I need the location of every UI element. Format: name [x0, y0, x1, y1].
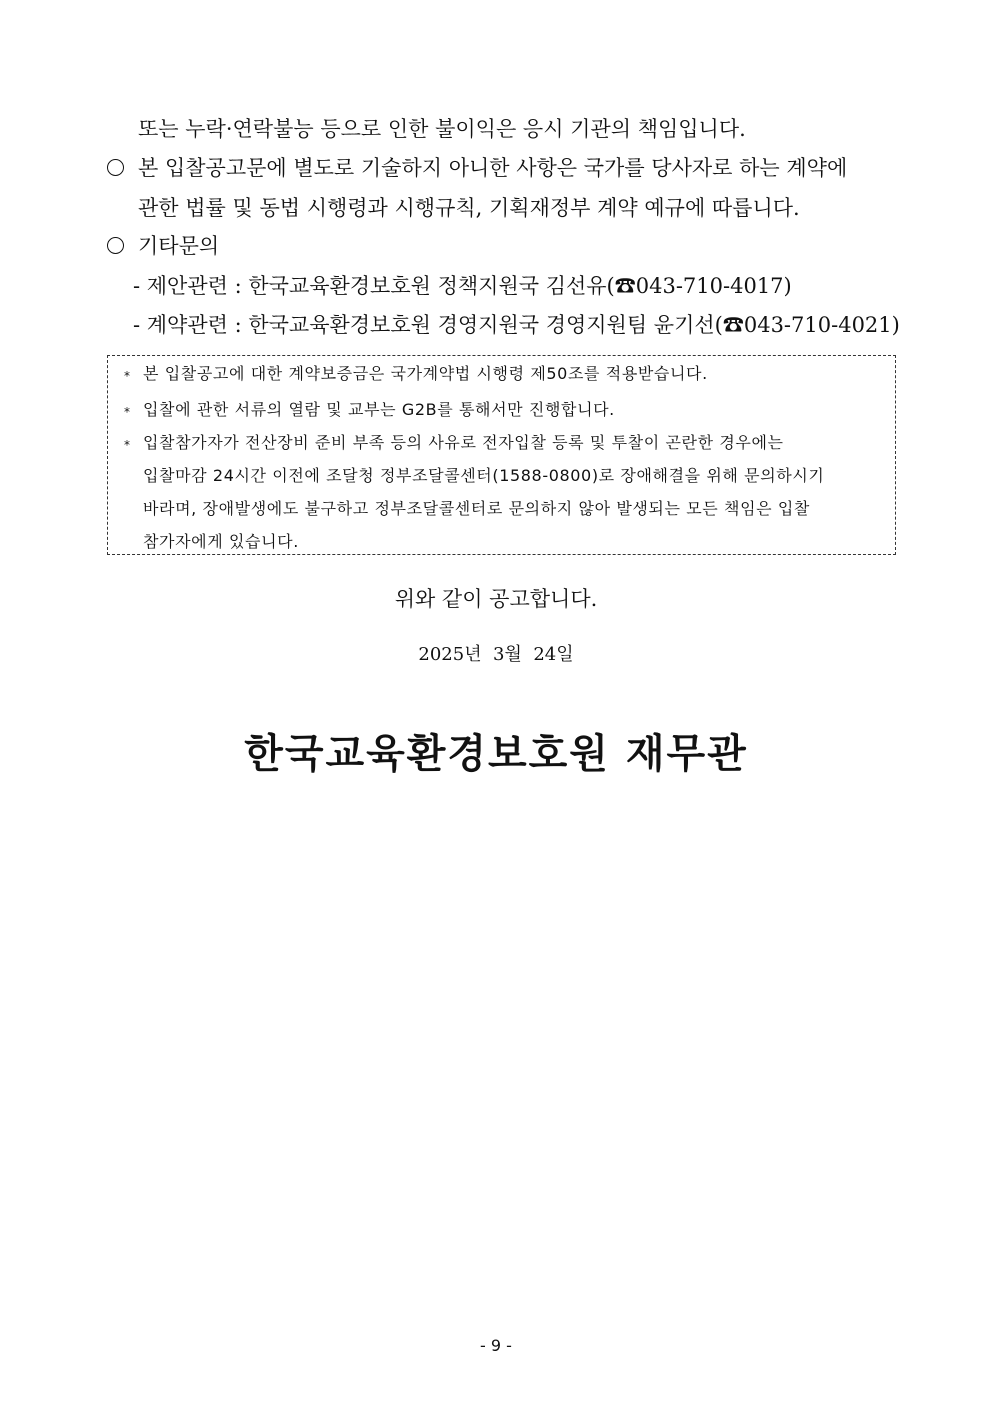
- notice-item-continuation: 바라며, 장애발생에도 불구하고 정부조달콜센터로 문의하지 않아 발생되는 모든 책임은 입찰: [143, 499, 810, 518]
- notice-item: 본 입찰공고에 대한 계약보증금은 국가계약법 시행령 제50조를 적용받습니다.: [143, 364, 708, 383]
- announcement-date: 2025년 3월 24일: [418, 644, 574, 665]
- page-number: - 9 -: [480, 1336, 512, 1355]
- asterisk-marker: *: [124, 438, 130, 452]
- asterisk-marker: *: [124, 405, 130, 419]
- contact-contract: - 계약관련 : 한국교육환경보호원 경영지원국 경영지원팀 윤기선(☎043-710-4021): [133, 313, 900, 337]
- item2-title: 기타문의: [138, 234, 220, 258]
- notice-box: [107, 355, 896, 555]
- closing-statement: 위와 같이 공고합니다.: [394, 587, 598, 611]
- issuer-signature: 한국교육환경보호원 재무관: [244, 730, 748, 777]
- circle-bullet-icon: [107, 237, 124, 254]
- contact-proposal: - 제안관련 : 한국교육환경보호원 정책지원국 김선유(☎043-710-4017): [133, 274, 792, 298]
- continuation-text: 또는 누락·연락불능 등으로 인한 불이익은 응시 기관의 책임입니다.: [138, 117, 746, 141]
- notice-item-continuation: 입찰마감 24시간 이전에 조달청 정부조달콜센터(1588-0800)로 장애해결을 위해 문의하시기: [143, 466, 825, 485]
- asterisk-marker: *: [124, 369, 130, 383]
- notice-item: 입찰참가자가 전산장비 준비 부족 등의 사유로 전자입찰 등록 및 투찰이 곤란한 경우에는: [143, 433, 784, 452]
- item1-line1: 본 입찰공고문에 별도로 기술하지 아니한 사항은 국가를 당사자로 하는 계약에: [138, 156, 848, 180]
- notice-item-continuation: 참가자에게 있습니다.: [143, 532, 299, 551]
- notice-item: 입찰에 관한 서류의 열람 및 교부는 G2B를 통해서만 진행합니다.: [143, 400, 615, 419]
- item1-line2: 관한 법률 및 동법 시행령과 시행규칙, 기획재정부 계약 예규에 따릅니다.: [138, 196, 800, 220]
- circle-bullet-icon: [107, 159, 124, 176]
